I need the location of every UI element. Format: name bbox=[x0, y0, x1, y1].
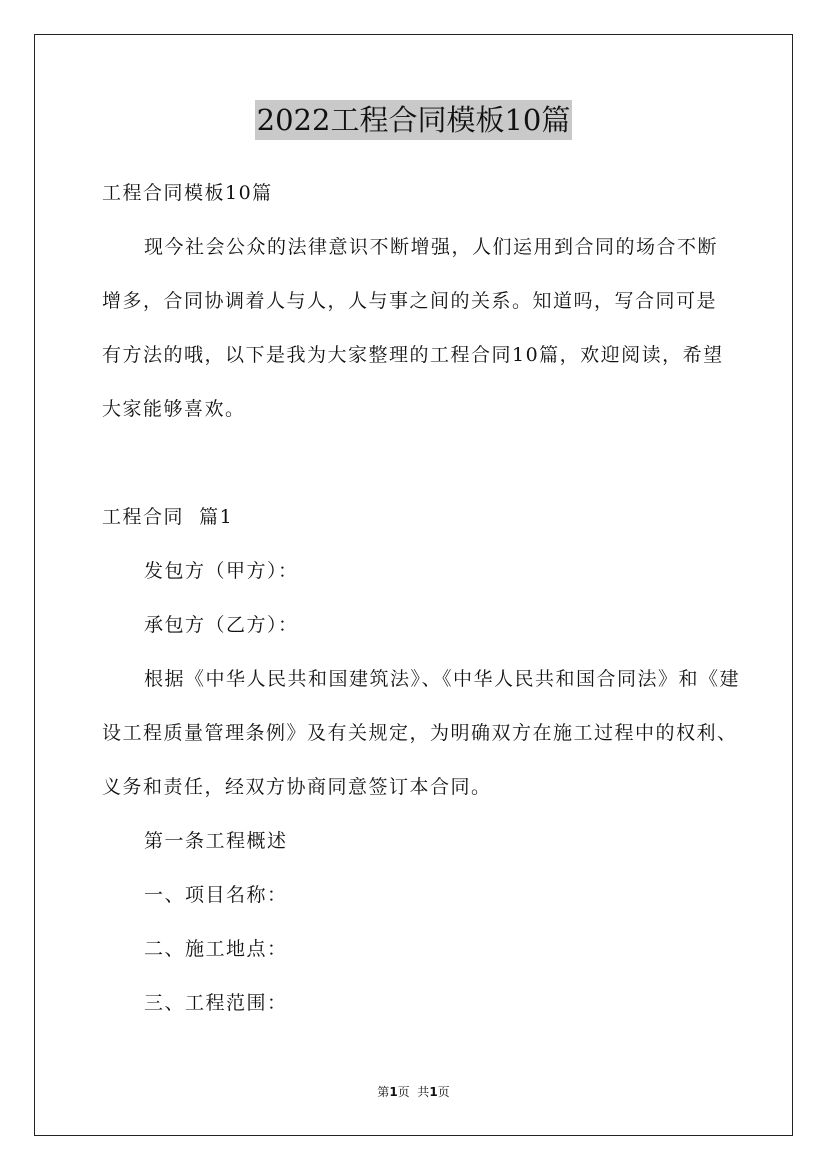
basis-line-3: 义务和责任，经双方协商同意签订本合同。 bbox=[102, 776, 492, 798]
basis-line-1: 根据《中华人民共和国建筑法》、《中华人民共和国合同法》和《建 bbox=[144, 668, 741, 690]
title-container bbox=[0, 100, 827, 140]
footer-prefix: 第 bbox=[377, 1085, 390, 1099]
list-item: 一、项目名称： bbox=[144, 884, 288, 906]
page-footer bbox=[0, 1084, 827, 1100]
intro-line-4: 大家能够喜欢。 bbox=[102, 398, 246, 420]
intro-line-1: 现今社会公众的法律意识不断增强，人们运用到合同的场合不断 bbox=[144, 236, 719, 258]
document-title: 2022工程合同模板10篇 bbox=[255, 100, 573, 140]
list-item: 三、工程范围： bbox=[144, 992, 288, 1014]
footer-mid: 页 共 bbox=[397, 1085, 430, 1099]
intro-line-2: 增多，合同协调着人与人，人与事之间的关系。知道吗，写合同可是 bbox=[102, 290, 718, 312]
intro-line-3: 有方法的哦，以下是我为大家整理的工程合同10篇，欢迎阅读，希望 bbox=[102, 344, 724, 366]
footer-suffix: 页 bbox=[437, 1085, 450, 1099]
article-heading: 第一条工程概述 bbox=[144, 830, 288, 852]
section-heading: 工程合同 篇1 bbox=[102, 506, 234, 528]
footer-total-pages: 1 bbox=[429, 1085, 438, 1099]
footer-page-number: 1 bbox=[389, 1085, 398, 1099]
party-a-line: 发包方（甲方）： bbox=[144, 560, 299, 582]
list-item: 二、施工地点： bbox=[144, 938, 288, 960]
basis-line-2: 设工程质量管理条例》及有关规定，为明确双方在施工过程中的权利、 bbox=[102, 722, 738, 744]
document-subtitle: 工程合同模板10篇 bbox=[102, 182, 273, 204]
party-b-line: 承包方（乙方）： bbox=[144, 614, 299, 636]
